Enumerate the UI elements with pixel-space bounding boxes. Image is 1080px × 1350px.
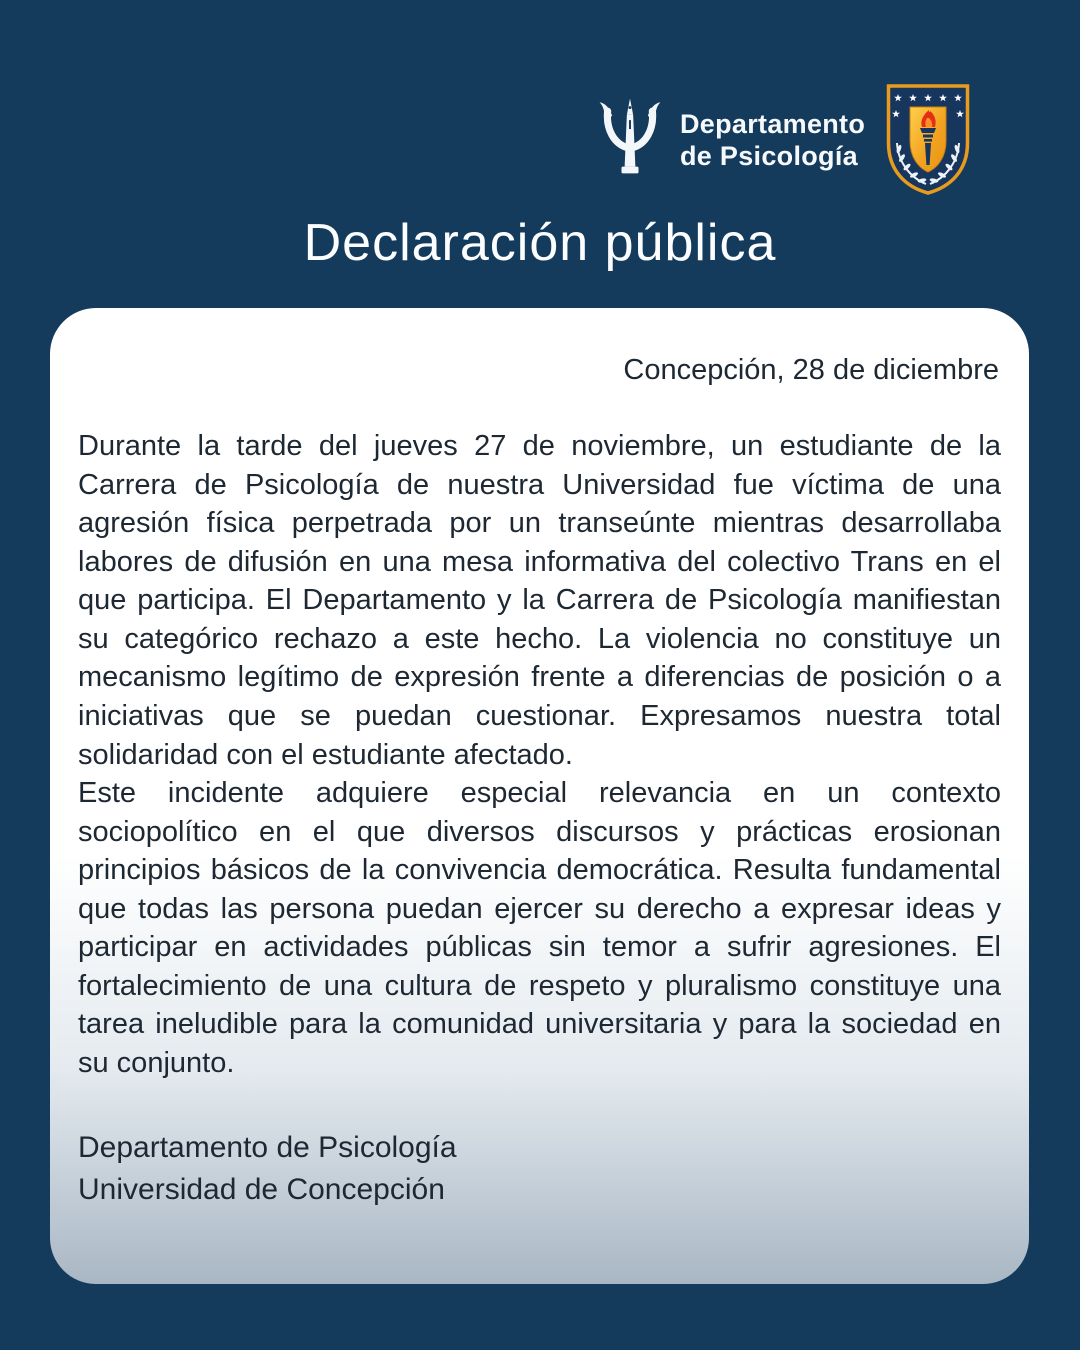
psi-campanile-icon [596,92,664,189]
department-logo-lockup [596,92,865,189]
department-name [680,109,865,173]
statement-paragraph-2: Este incidente adquiere especial relevancia en un contexto sociopolítico en el que diversos discursos y prácticas erosionan principios básicos de la convivencia democrática. Resulta fundamental que todas las persona puedan ejercer su derecho a expresar ideas y participar en actividades públicas sin temor a sufrir agresiones. El fortalecimiento de una cultura de respeto y pluralismo constituye una tarea ineludible para la comunidad universitaria y para la sociedad en su conjunto. [78,777,1001,1079]
signature-line1: Departamento de Psicología [78,1130,457,1164]
department-name-line1: Departamento [680,108,866,139]
department-name-line2: de Psicología [680,140,858,171]
signature-block [78,1127,1001,1211]
page-title: Declaración pública [303,214,777,272]
statement-card [50,308,1029,1284]
signature-line2: Universidad de Concepción [78,1172,445,1206]
statement-paragraph-1: Durante la tarde del jueves 27 de noviembre, un estudiante de la Carrera de Psicología de nuestra Universidad fue víctima de una agresión física perpetrada por un transeúnte mientras desarrollaba labores de difusión en una mesa informativa del colectivo Trans en el que participa. El Departamento y la Carrera de Psicología manifiestan su categórico rechazo a este hecho. La violencia no constituye un mecanismo legítimo de expresión frente a diferencias de posición o a iniciativas que se puedan cuestionar. Expresamos nuestra total solidaridad con el estudiante afectado. [78,430,1001,771]
dateline: Concepción, 28 de diciembre [623,354,999,386]
udec-shield-icon [884,83,972,201]
